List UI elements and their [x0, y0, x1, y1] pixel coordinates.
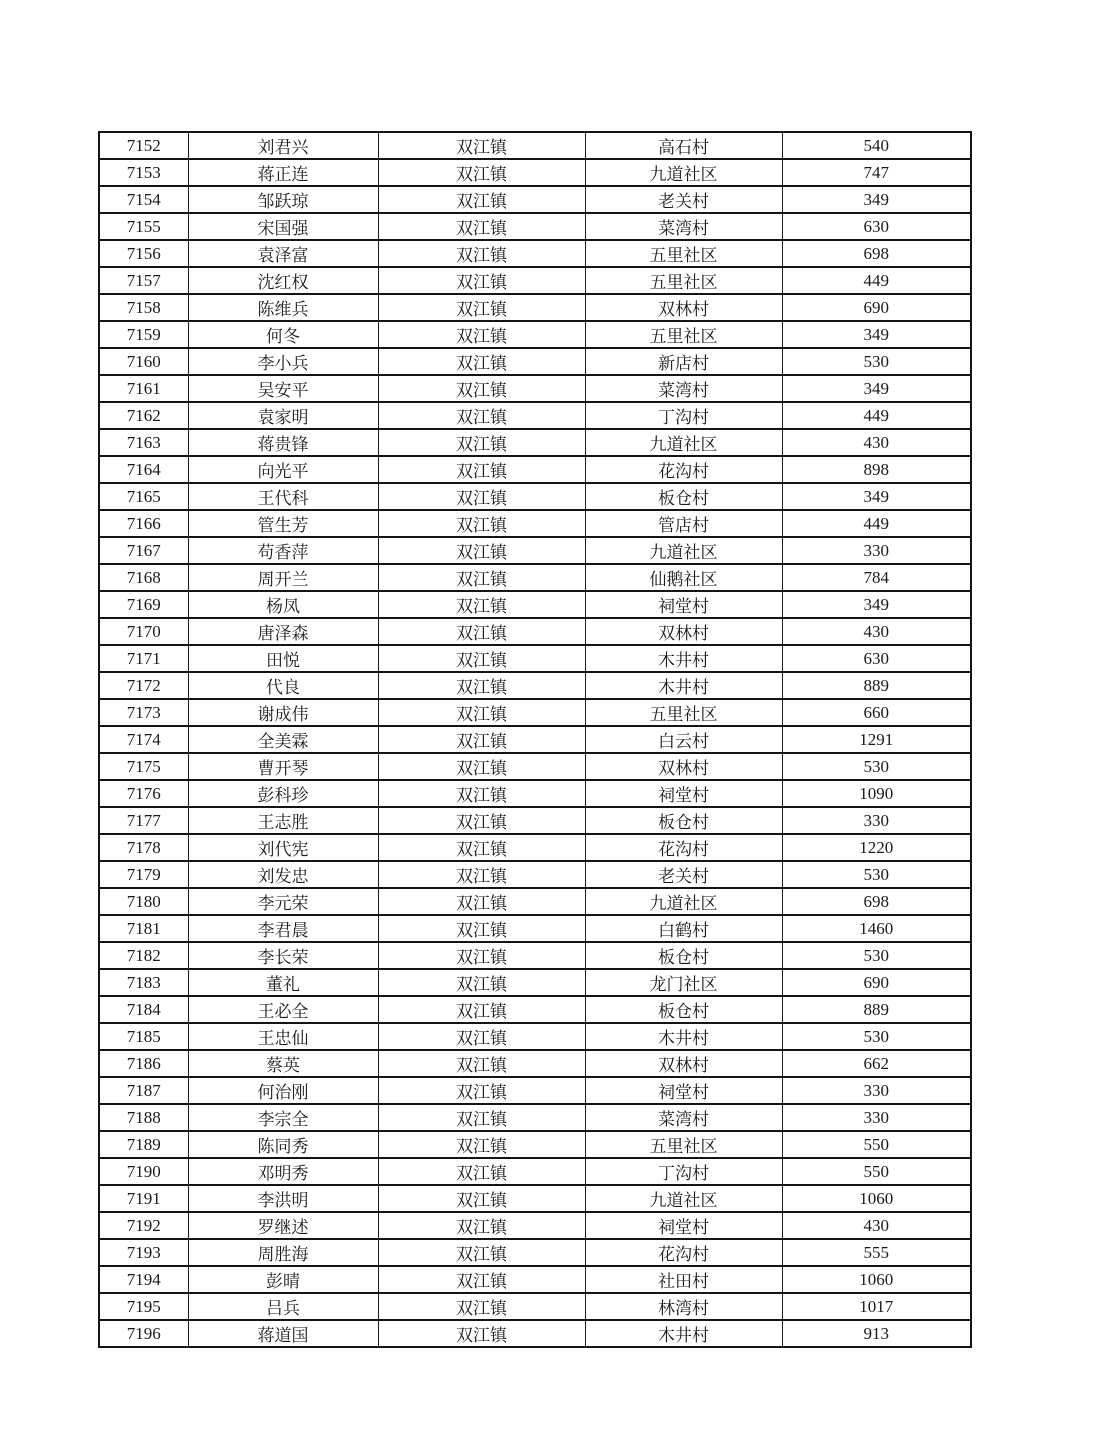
cell-person-name: 谢成伟	[188, 699, 378, 726]
cell-town: 双江镇	[378, 888, 585, 915]
cell-town: 双江镇	[378, 1077, 585, 1104]
cell-serial-number: 7182	[99, 942, 188, 969]
cell-person-name: 杨凤	[188, 591, 378, 618]
cell-person-name: 田悦	[188, 645, 378, 672]
cell-town: 双江镇	[378, 564, 585, 591]
cell-town: 双江镇	[378, 1050, 585, 1077]
cell-serial-number: 7172	[99, 672, 188, 699]
cell-village: 丁沟村	[585, 402, 782, 429]
cell-village: 仙鹅社区	[585, 564, 782, 591]
cell-amount: 1460	[782, 915, 971, 942]
cell-village: 九道社区	[585, 537, 782, 564]
table-row	[99, 321, 971, 348]
cell-person-name: 刘发忠	[188, 861, 378, 888]
cell-amount: 530	[782, 753, 971, 780]
cell-serial-number: 7156	[99, 240, 188, 267]
table-row	[99, 375, 971, 402]
cell-serial-number: 7152	[99, 132, 188, 159]
cell-person-name: 刘君兴	[188, 132, 378, 159]
cell-amount: 530	[782, 861, 971, 888]
cell-serial-number: 7165	[99, 483, 188, 510]
cell-town: 双江镇	[378, 1023, 585, 1050]
cell-town: 双江镇	[378, 807, 585, 834]
cell-town: 双江镇	[378, 1185, 585, 1212]
cell-person-name: 宋国强	[188, 213, 378, 240]
cell-village: 老关村	[585, 186, 782, 213]
cell-amount: 690	[782, 969, 971, 996]
cell-town: 双江镇	[378, 1266, 585, 1293]
cell-amount: 550	[782, 1131, 971, 1158]
table-row	[99, 996, 971, 1023]
cell-serial-number: 7184	[99, 996, 188, 1023]
cell-village: 五里社区	[585, 240, 782, 267]
table-row	[99, 1239, 971, 1266]
cell-amount: 555	[782, 1239, 971, 1266]
cell-town: 双江镇	[378, 726, 585, 753]
cell-amount: 349	[782, 186, 971, 213]
cell-person-name: 蔡英	[188, 1050, 378, 1077]
cell-serial-number: 7169	[99, 591, 188, 618]
cell-amount: 530	[782, 348, 971, 375]
table-row	[99, 672, 971, 699]
cell-person-name: 王志胜	[188, 807, 378, 834]
cell-person-name: 王代科	[188, 483, 378, 510]
cell-village: 双林村	[585, 618, 782, 645]
cell-serial-number: 7174	[99, 726, 188, 753]
table-row	[99, 780, 971, 807]
cell-town: 双江镇	[378, 375, 585, 402]
cell-village: 菜湾村	[585, 213, 782, 240]
cell-serial-number: 7167	[99, 537, 188, 564]
cell-person-name: 袁泽富	[188, 240, 378, 267]
cell-village: 花沟村	[585, 1239, 782, 1266]
cell-village: 管店村	[585, 510, 782, 537]
cell-amount: 747	[782, 159, 971, 186]
cell-town: 双江镇	[378, 591, 585, 618]
cell-town: 双江镇	[378, 861, 585, 888]
cell-town: 双江镇	[378, 969, 585, 996]
cell-person-name: 刘代宪	[188, 834, 378, 861]
cell-village: 九道社区	[585, 429, 782, 456]
cell-serial-number: 7161	[99, 375, 188, 402]
cell-village: 板仓村	[585, 942, 782, 969]
cell-serial-number: 7179	[99, 861, 188, 888]
cell-amount: 660	[782, 699, 971, 726]
table-row	[99, 294, 971, 321]
cell-town: 双江镇	[378, 483, 585, 510]
cell-town: 双江镇	[378, 213, 585, 240]
cell-amount: 889	[782, 996, 971, 1023]
cell-amount: 349	[782, 591, 971, 618]
table-row	[99, 537, 971, 564]
cell-person-name: 董礼	[188, 969, 378, 996]
table-row	[99, 645, 971, 672]
table-row	[99, 186, 971, 213]
cell-amount: 898	[782, 456, 971, 483]
cell-village: 木井村	[585, 1320, 782, 1347]
cell-village: 木井村	[585, 645, 782, 672]
cell-serial-number: 7176	[99, 780, 188, 807]
table-row	[99, 1104, 971, 1131]
table-row	[99, 969, 971, 996]
cell-village: 板仓村	[585, 996, 782, 1023]
cell-serial-number: 7155	[99, 213, 188, 240]
cell-serial-number: 7186	[99, 1050, 188, 1077]
cell-amount: 349	[782, 375, 971, 402]
cell-town: 双江镇	[378, 132, 585, 159]
cell-person-name: 李宗全	[188, 1104, 378, 1131]
table-row	[99, 1023, 971, 1050]
cell-amount: 698	[782, 888, 971, 915]
cell-village: 九道社区	[585, 1185, 782, 1212]
cell-town: 双江镇	[378, 942, 585, 969]
cell-serial-number: 7154	[99, 186, 188, 213]
cell-amount: 330	[782, 1077, 971, 1104]
table-row	[99, 159, 971, 186]
cell-serial-number: 7194	[99, 1266, 188, 1293]
table-row	[99, 402, 971, 429]
cell-person-name: 邓明秀	[188, 1158, 378, 1185]
cell-amount: 913	[782, 1320, 971, 1347]
table-row	[99, 1266, 971, 1293]
cell-serial-number: 7185	[99, 1023, 188, 1050]
cell-town: 双江镇	[378, 1293, 585, 1320]
cell-serial-number: 7188	[99, 1104, 188, 1131]
cell-village: 社田村	[585, 1266, 782, 1293]
cell-town: 双江镇	[378, 429, 585, 456]
cell-person-name: 罗继述	[188, 1212, 378, 1239]
cell-amount: 330	[782, 537, 971, 564]
cell-serial-number: 7191	[99, 1185, 188, 1212]
cell-village: 板仓村	[585, 483, 782, 510]
cell-town: 双江镇	[378, 834, 585, 861]
cell-town: 双江镇	[378, 537, 585, 564]
cell-serial-number: 7170	[99, 618, 188, 645]
table-row	[99, 429, 971, 456]
cell-village: 五里社区	[585, 699, 782, 726]
table-row	[99, 942, 971, 969]
table-row	[99, 240, 971, 267]
table-row	[99, 618, 971, 645]
cell-village: 板仓村	[585, 807, 782, 834]
cell-person-name: 李小兵	[188, 348, 378, 375]
cell-person-name: 王忠仙	[188, 1023, 378, 1050]
cell-amount: 430	[782, 618, 971, 645]
cell-amount: 1060	[782, 1185, 971, 1212]
cell-town: 双江镇	[378, 1239, 585, 1266]
cell-amount: 662	[782, 1050, 971, 1077]
cell-person-name: 彭科珍	[188, 780, 378, 807]
cell-town: 双江镇	[378, 780, 585, 807]
table-row	[99, 861, 971, 888]
cell-person-name: 陈同秀	[188, 1131, 378, 1158]
cell-person-name: 彭晴	[188, 1266, 378, 1293]
cell-village: 花沟村	[585, 456, 782, 483]
cell-town: 双江镇	[378, 915, 585, 942]
cell-town: 双江镇	[378, 996, 585, 1023]
cell-village: 木井村	[585, 1023, 782, 1050]
cell-amount: 430	[782, 429, 971, 456]
cell-person-name: 李长荣	[188, 942, 378, 969]
cell-serial-number: 7181	[99, 915, 188, 942]
cell-village: 白云村	[585, 726, 782, 753]
cell-village: 五里社区	[585, 267, 782, 294]
cell-amount: 530	[782, 1023, 971, 1050]
cell-serial-number: 7193	[99, 1239, 188, 1266]
cell-village: 老关村	[585, 861, 782, 888]
table-row	[99, 510, 971, 537]
cell-person-name: 王必全	[188, 996, 378, 1023]
cell-person-name: 袁家明	[188, 402, 378, 429]
cell-town: 双江镇	[378, 348, 585, 375]
cell-amount: 430	[782, 1212, 971, 1239]
cell-person-name: 周开兰	[188, 564, 378, 591]
cell-person-name: 全美霖	[188, 726, 378, 753]
cell-person-name: 周胜海	[188, 1239, 378, 1266]
cell-town: 双江镇	[378, 159, 585, 186]
cell-amount: 1220	[782, 834, 971, 861]
cell-village: 林湾村	[585, 1293, 782, 1320]
cell-amount: 889	[782, 672, 971, 699]
cell-serial-number: 7178	[99, 834, 188, 861]
cell-amount: 330	[782, 807, 971, 834]
cell-amount: 1060	[782, 1266, 971, 1293]
cell-amount: 690	[782, 294, 971, 321]
cell-person-name: 沈红权	[188, 267, 378, 294]
cell-town: 双江镇	[378, 294, 585, 321]
table-row	[99, 1131, 971, 1158]
cell-amount: 449	[782, 402, 971, 429]
table-row	[99, 132, 971, 159]
cell-village: 双林村	[585, 1050, 782, 1077]
table-row	[99, 753, 971, 780]
cell-person-name: 何冬	[188, 321, 378, 348]
table-row	[99, 1212, 971, 1239]
table-row	[99, 348, 971, 375]
cell-person-name: 蒋正连	[188, 159, 378, 186]
cell-serial-number: 7189	[99, 1131, 188, 1158]
table-row	[99, 1077, 971, 1104]
cell-amount: 1090	[782, 780, 971, 807]
cell-village: 丁沟村	[585, 1158, 782, 1185]
cell-village: 白鹤村	[585, 915, 782, 942]
roster-table	[98, 131, 972, 1348]
table-row	[99, 267, 971, 294]
table-row	[99, 1320, 971, 1347]
cell-village: 双林村	[585, 294, 782, 321]
cell-person-name: 代良	[188, 672, 378, 699]
table-row	[99, 1185, 971, 1212]
table-row	[99, 591, 971, 618]
table-row	[99, 456, 971, 483]
cell-village: 龙门社区	[585, 969, 782, 996]
cell-amount: 1017	[782, 1293, 971, 1320]
cell-town: 双江镇	[378, 1104, 585, 1131]
cell-town: 双江镇	[378, 402, 585, 429]
table-row	[99, 1158, 971, 1185]
cell-town: 双江镇	[378, 699, 585, 726]
cell-person-name: 吴安平	[188, 375, 378, 402]
cell-person-name: 曹开琴	[188, 753, 378, 780]
cell-town: 双江镇	[378, 753, 585, 780]
table-row	[99, 1293, 971, 1320]
table-row	[99, 483, 971, 510]
table-row	[99, 699, 971, 726]
cell-person-name: 吕兵	[188, 1293, 378, 1320]
cell-village: 祠堂村	[585, 1212, 782, 1239]
cell-serial-number: 7183	[99, 969, 188, 996]
table-row	[99, 564, 971, 591]
cell-serial-number: 7159	[99, 321, 188, 348]
cell-town: 双江镇	[378, 672, 585, 699]
cell-person-name: 李洪明	[188, 1185, 378, 1212]
cell-town: 双江镇	[378, 1158, 585, 1185]
cell-amount: 550	[782, 1158, 971, 1185]
table-row	[99, 807, 971, 834]
cell-serial-number: 7160	[99, 348, 188, 375]
cell-village: 五里社区	[585, 321, 782, 348]
table-row	[99, 915, 971, 942]
cell-serial-number: 7190	[99, 1158, 188, 1185]
cell-serial-number: 7173	[99, 699, 188, 726]
cell-serial-number: 7180	[99, 888, 188, 915]
cell-town: 双江镇	[378, 1320, 585, 1347]
cell-amount: 449	[782, 267, 971, 294]
cell-village: 祠堂村	[585, 591, 782, 618]
table-row	[99, 888, 971, 915]
cell-serial-number: 7157	[99, 267, 188, 294]
cell-amount: 530	[782, 942, 971, 969]
cell-person-name: 向光平	[188, 456, 378, 483]
cell-town: 双江镇	[378, 267, 585, 294]
cell-serial-number: 7164	[99, 456, 188, 483]
cell-person-name: 唐泽森	[188, 618, 378, 645]
cell-amount: 630	[782, 213, 971, 240]
cell-village: 祠堂村	[585, 1077, 782, 1104]
cell-town: 双江镇	[378, 618, 585, 645]
cell-village: 五里社区	[585, 1131, 782, 1158]
cell-village: 花沟村	[585, 834, 782, 861]
cell-town: 双江镇	[378, 186, 585, 213]
table-row	[99, 1050, 971, 1077]
cell-serial-number: 7175	[99, 753, 188, 780]
cell-village: 新店村	[585, 348, 782, 375]
cell-person-name: 陈维兵	[188, 294, 378, 321]
table-row	[99, 213, 971, 240]
cell-serial-number: 7195	[99, 1293, 188, 1320]
cell-amount: 540	[782, 132, 971, 159]
cell-serial-number: 7196	[99, 1320, 188, 1347]
cell-town: 双江镇	[378, 645, 585, 672]
cell-person-name: 蒋贵锋	[188, 429, 378, 456]
table-body	[99, 132, 971, 1347]
cell-serial-number: 7192	[99, 1212, 188, 1239]
cell-serial-number: 7187	[99, 1077, 188, 1104]
cell-person-name: 苟香萍	[188, 537, 378, 564]
cell-village: 九道社区	[585, 159, 782, 186]
cell-serial-number: 7162	[99, 402, 188, 429]
cell-person-name: 何治刚	[188, 1077, 378, 1104]
cell-village: 双林村	[585, 753, 782, 780]
cell-village: 九道社区	[585, 888, 782, 915]
cell-serial-number: 7171	[99, 645, 188, 672]
cell-amount: 449	[782, 510, 971, 537]
cell-town: 双江镇	[378, 456, 585, 483]
cell-serial-number: 7158	[99, 294, 188, 321]
cell-amount: 349	[782, 483, 971, 510]
cell-amount: 630	[782, 645, 971, 672]
cell-village: 木井村	[585, 672, 782, 699]
cell-serial-number: 7153	[99, 159, 188, 186]
cell-town: 双江镇	[378, 510, 585, 537]
cell-amount: 784	[782, 564, 971, 591]
table-row	[99, 726, 971, 753]
cell-village: 菜湾村	[585, 1104, 782, 1131]
cell-town: 双江镇	[378, 1212, 585, 1239]
cell-town: 双江镇	[378, 1131, 585, 1158]
cell-person-name: 蒋道国	[188, 1320, 378, 1347]
cell-town: 双江镇	[378, 240, 585, 267]
cell-village: 祠堂村	[585, 780, 782, 807]
cell-village: 菜湾村	[585, 375, 782, 402]
cell-village: 高石村	[585, 132, 782, 159]
cell-person-name: 李元荣	[188, 888, 378, 915]
cell-serial-number: 7177	[99, 807, 188, 834]
cell-town: 双江镇	[378, 321, 585, 348]
cell-amount: 330	[782, 1104, 971, 1131]
table-row	[99, 834, 971, 861]
cell-amount: 349	[782, 321, 971, 348]
cell-serial-number: 7163	[99, 429, 188, 456]
cell-amount: 1291	[782, 726, 971, 753]
cell-person-name: 邹跃琼	[188, 186, 378, 213]
cell-amount: 698	[782, 240, 971, 267]
cell-serial-number: 7166	[99, 510, 188, 537]
cell-person-name: 李君晨	[188, 915, 378, 942]
cell-person-name: 管生芳	[188, 510, 378, 537]
cell-serial-number: 7168	[99, 564, 188, 591]
